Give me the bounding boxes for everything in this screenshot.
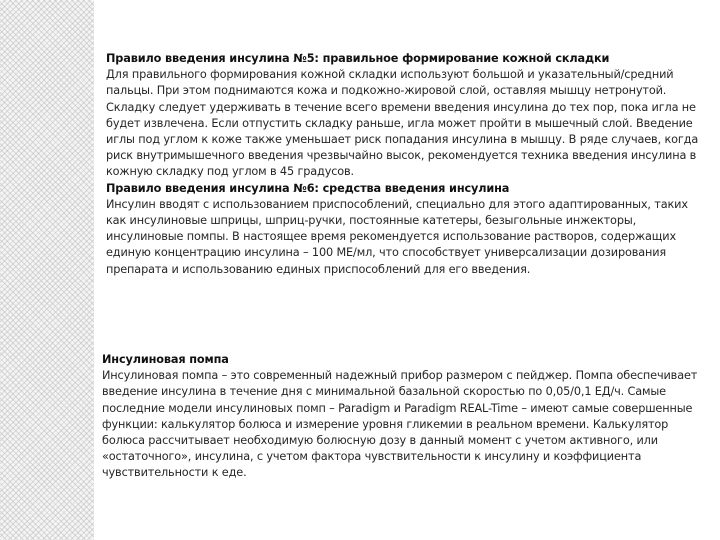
decorative-side-pattern xyxy=(0,0,94,540)
rule-6-heading: Правило введения инсулина №6: средства введения инсулина xyxy=(106,181,510,195)
pump-text: Инсулиновая помпа – это современный надежный прибор размером с пейджер. Помпа обеспечивает введение инсулина в течение дня с минимальной базальной скоростью по 0,05/0,1 ЕД/ч. Самые последние модели инсулиновых помп – Paradigm и Paradigm REAL-Time – имеют самые совершенные функции: калькулятор болюса и измерение уровня гликемии в реальном времени. Калькулятор болюса рассчитывает необходимую болюсную дозу в данный момент с учетом активного, или «остаточного», инсулина, с учетом фактора чувствительности к инсулину и коэффициента чувствительности к еде. xyxy=(102,369,698,480)
pump-paragraph xyxy=(102,352,700,482)
rule-5-heading: Правило введения инсулина №5: правильное формирование кожной складки xyxy=(106,52,610,65)
insulin-pump-block xyxy=(102,352,700,482)
pump-heading: Инсулиновая помпа xyxy=(102,353,229,366)
rule-6-paragraph xyxy=(106,181,704,278)
insulin-rules-block xyxy=(106,51,704,278)
rule-5-paragraph xyxy=(106,51,704,181)
rule-5-text: Для правильного формирования кожной складки используют большой и указательный/средний пальцы. При этом поднимаются кожа и подкожно-жировой слой, оставляя мышцу нетронутой. Складку следует удерживать в течение всего времени введения инсулина до тех пор, пока игла не будет извлечена. Если отпустить складку раньше, игла может пройти в мышечный слой. Введение иглы под углом к коже также уменьшает риск попадания инсулина в мышцу. В ряде случаев, когда риск внутримышечного введения чрезвычайно высок, рекомендуется техника введения инсулина в кожную складку под углом в 45 градусов. xyxy=(106,68,699,179)
rule-6-text: Инсулин вводят с использованием приспособлений, специально для этого адаптированных, таких как инсулиновые шприцы, шприц-ручки, постоянные катетеры, безыгольные инжекторы, инсулиновые помпы. В настоящее время рекомендуется использование растворов, содержащих единую концентрацию инсулина – 100 МЕ/мл, что способствует универсализации дозирования препарата и использованию единых приспособлений для его введения. xyxy=(106,197,688,276)
